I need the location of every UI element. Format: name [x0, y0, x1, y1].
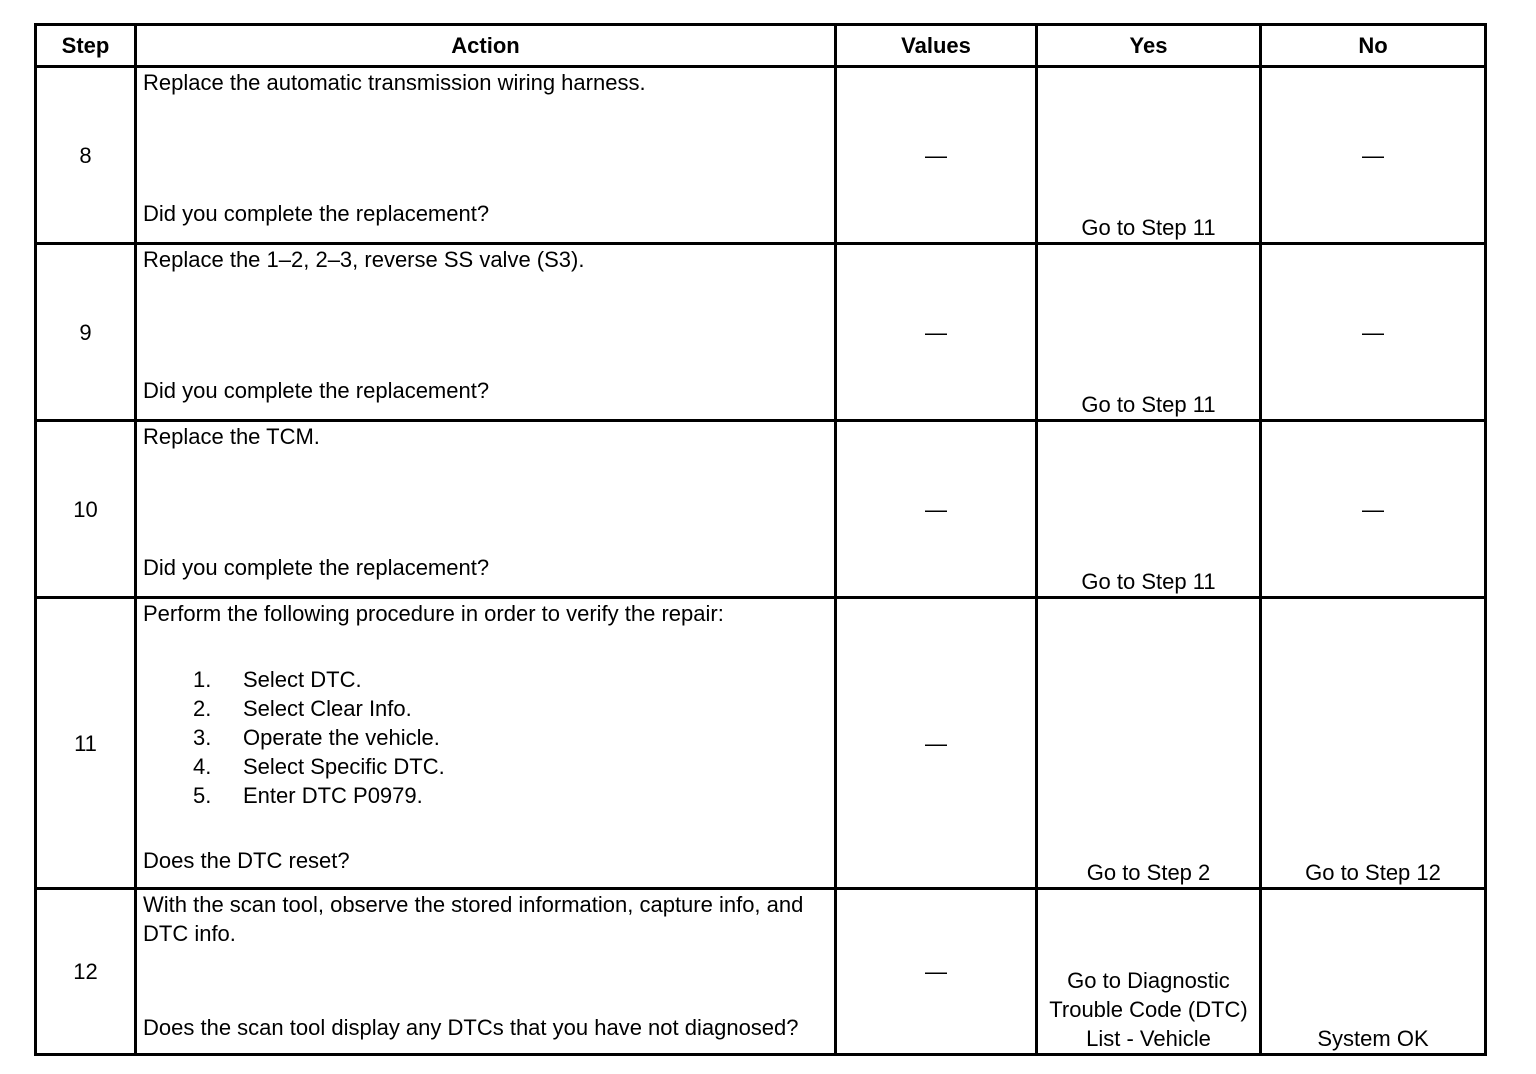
action-question: Did you complete the replacement? [143, 201, 490, 226]
values-cell: — [836, 421, 1037, 598]
header-row [36, 25, 1486, 67]
header-step: Step [36, 25, 136, 67]
action-cell [136, 67, 836, 244]
action-question: Did you complete the replacement? [143, 555, 490, 580]
action-text: Perform the following procedure in order to verify the repair: [143, 601, 724, 626]
table-row-step-10 [36, 421, 1486, 598]
table-row-step-8 [36, 67, 1486, 244]
action-question: Does the scan tool display any DTCs that you have not diagnosed? [143, 1015, 799, 1040]
header-action: Action [136, 25, 836, 67]
step-number: 11 [36, 598, 136, 889]
no-cell: System OK [1261, 889, 1486, 1055]
procedure-step [143, 752, 828, 781]
procedure-step-number: 4. [193, 753, 212, 779]
header-yes: Yes [1037, 25, 1261, 67]
values-cell: — [836, 244, 1037, 421]
values-cell: — [836, 598, 1037, 889]
header-no: No [1261, 25, 1486, 67]
no-cell: — [1261, 244, 1486, 421]
yes-cell: Go to Step 11 [1037, 244, 1261, 421]
yes-cell: Go to Step 2 [1037, 598, 1261, 889]
action-cell [136, 244, 836, 421]
diagnostic-table [34, 23, 1487, 1056]
yes-cell: Go to Step 11 [1037, 67, 1261, 244]
action-text: Replace the TCM. [143, 424, 320, 449]
procedure-step-text: Enter DTC P0979. [243, 782, 423, 808]
values-cell: — [836, 889, 1037, 1055]
action-cell [136, 598, 836, 889]
procedure-list [143, 665, 828, 810]
procedure-step [143, 665, 828, 694]
table-row-step-11 [36, 598, 1486, 889]
procedure-step-number: 2. [193, 695, 212, 721]
action-cell [136, 889, 836, 1055]
step-number: 12 [36, 889, 136, 1055]
table-row-step-9 [36, 244, 1486, 421]
procedure-step [143, 694, 828, 723]
action-question: Did you complete the replacement? [143, 378, 490, 403]
step-number: 8 [36, 67, 136, 244]
step-number: 9 [36, 244, 136, 421]
procedure-step-number: 3. [193, 724, 212, 750]
step-number: 10 [36, 421, 136, 598]
procedure-step-text: Operate the vehicle. [243, 724, 440, 750]
header-values: Values [836, 25, 1037, 67]
action-cell [136, 421, 836, 598]
procedure-step [143, 781, 828, 810]
table-row-step-12 [36, 889, 1486, 1055]
no-cell: — [1261, 421, 1486, 598]
procedure-step-number: 5. [193, 782, 212, 808]
action-text: Replace the 1–2, 2–3, reverse SS valve (S3). [143, 247, 585, 272]
no-cell: — [1261, 67, 1486, 244]
values-cell: — [836, 67, 1037, 244]
action-question: Does the DTC reset? [143, 848, 350, 873]
procedure-step-number: 1. [193, 666, 212, 692]
yes-cell: Go to Step 11 [1037, 421, 1261, 598]
action-text: Replace the automatic transmission wiring harness. [143, 70, 646, 95]
procedure-step-text: Select Specific DTC. [243, 753, 445, 779]
no-cell: Go to Step 12 [1261, 598, 1486, 889]
procedure-step-text: Select DTC. [243, 666, 362, 692]
procedure-step [143, 723, 828, 752]
procedure-step-text: Select Clear Info. [243, 695, 412, 721]
action-text: With the scan tool, observe the stored information, capture info, and DTC info. [143, 892, 804, 946]
yes-cell: Go to Diagnostic Trouble Code (DTC) List - Vehicle [1037, 889, 1261, 1055]
